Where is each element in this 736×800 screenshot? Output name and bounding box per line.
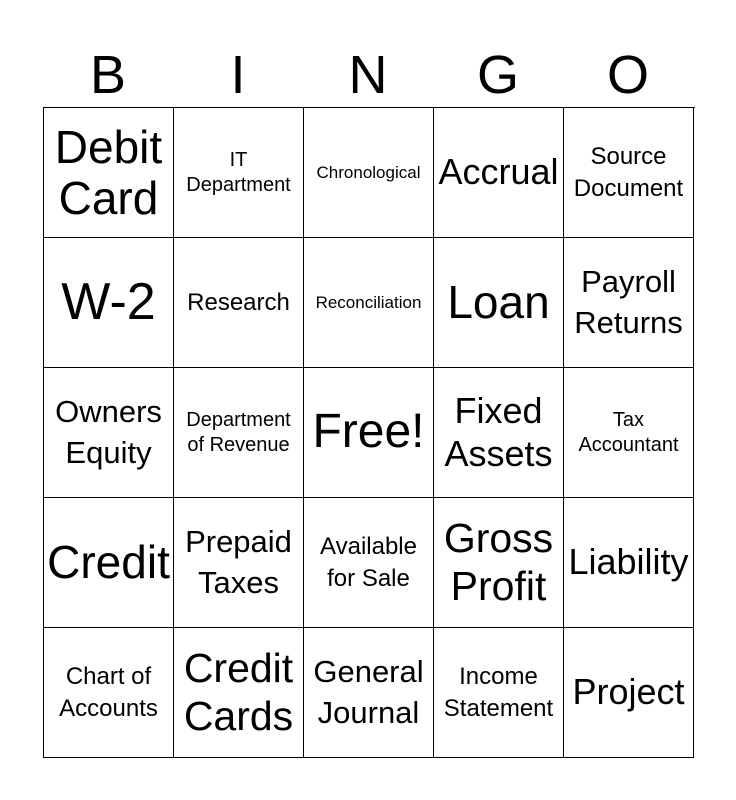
bingo-cell[interactable] [564, 498, 694, 628]
bingo-cell[interactable] [304, 108, 434, 238]
cell-text: Source Document [573, 143, 684, 202]
cell-text: Debit Card [54, 120, 163, 224]
bingo-cell[interactable] [434, 108, 564, 238]
cell-text: Free! [312, 405, 425, 459]
header-letter-o: O [606, 45, 649, 105]
bingo-cell[interactable] [304, 368, 434, 498]
cell-text: Payroll Returns [574, 264, 683, 340]
cell-text: Income Statement [443, 663, 554, 722]
bingo-cell[interactable] [174, 368, 304, 498]
bingo-cell[interactable] [44, 498, 174, 628]
cell-text: Project [572, 671, 685, 713]
bingo-cell[interactable] [44, 628, 174, 758]
cell-text: Fixed Assets [444, 390, 553, 474]
bingo-cell[interactable] [564, 108, 694, 238]
cell-text: Available for Sale [320, 533, 417, 592]
bingo-cell[interactable] [44, 108, 174, 238]
cell-text: Chronological [316, 162, 421, 182]
bingo-cell[interactable] [564, 238, 694, 368]
bingo-board [43, 107, 695, 758]
header-letter-i: I [230, 45, 246, 105]
cell-text: Prepaid Taxes [185, 524, 292, 600]
header-letter-g: G [476, 45, 519, 105]
bingo-cell[interactable] [304, 498, 434, 628]
bingo-cell[interactable] [434, 498, 564, 628]
bingo-cell[interactable] [174, 498, 304, 628]
bingo-cell[interactable] [44, 238, 174, 368]
cell-text: IT Department [186, 148, 291, 196]
bingo-cell[interactable] [44, 368, 174, 498]
header-letter-n: N [348, 45, 388, 105]
bingo-cell[interactable] [304, 628, 434, 758]
bingo-cell[interactable] [174, 628, 304, 758]
cell-text: Credit [47, 536, 170, 589]
cell-text: General Journal [313, 654, 424, 730]
bingo-cell[interactable] [434, 628, 564, 758]
cell-text: Chart of Accounts [59, 663, 158, 722]
cell-text: Department of Revenue [186, 408, 291, 456]
header-letter-b: B [89, 45, 127, 105]
cell-text: Credit Cards [183, 645, 294, 739]
cell-text: Liability [568, 541, 689, 583]
cell-text: Gross Profit [443, 515, 554, 609]
cell-text: W-2 [61, 273, 156, 332]
bingo-cell[interactable] [174, 108, 304, 238]
cell-text: Tax Accountant [578, 408, 679, 456]
cell-text: Owners Equity [55, 394, 162, 470]
bingo-header [43, 40, 693, 108]
cell-text: Loan [447, 276, 550, 329]
bingo-cell[interactable] [434, 238, 564, 368]
cell-text: Accrual [438, 151, 559, 193]
bingo-cell[interactable] [564, 368, 694, 498]
cell-text: Reconciliation [315, 292, 422, 312]
cell-text: Research [187, 288, 290, 316]
bingo-cell[interactable] [304, 238, 434, 368]
bingo-cell[interactable] [564, 628, 694, 758]
bingo-cell[interactable] [434, 368, 564, 498]
bingo-cell[interactable] [174, 238, 304, 368]
